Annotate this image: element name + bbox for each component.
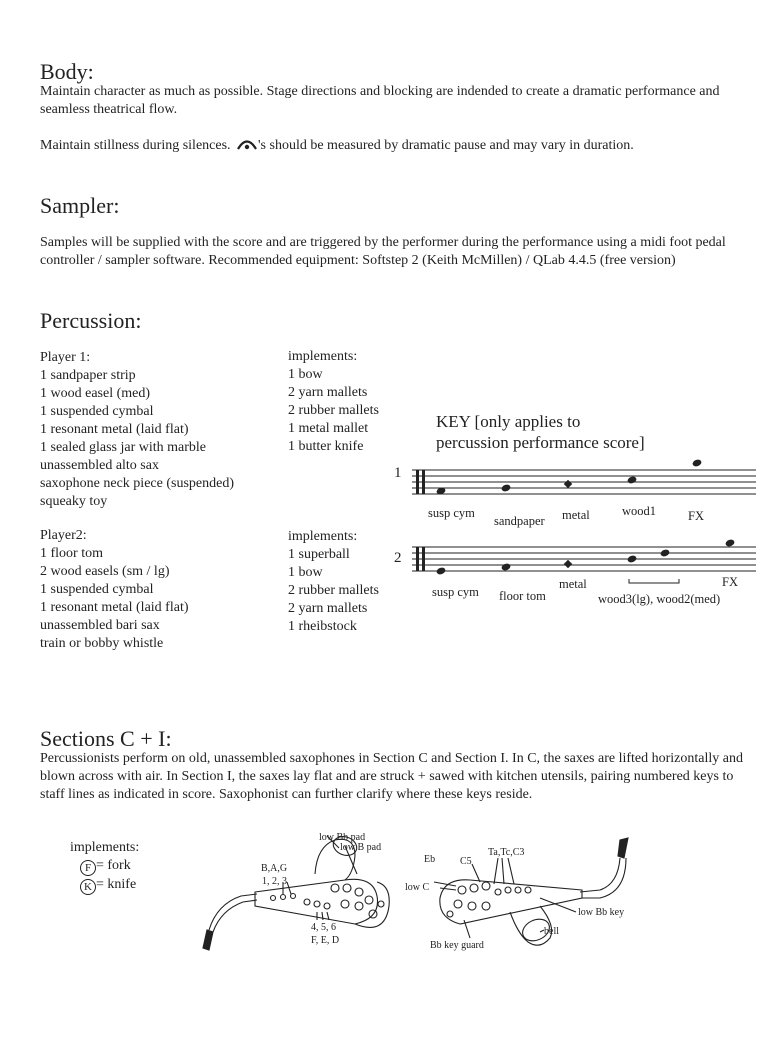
implements1-title: implements: bbox=[288, 349, 358, 364]
sax-label: Ta,Tc,C3 bbox=[488, 847, 525, 858]
fork-circle-icon: F bbox=[80, 860, 96, 876]
implements1-list bbox=[288, 348, 379, 456]
list-item: 1 bow bbox=[288, 565, 323, 580]
list-item: 2 wood easels (sm / lg) bbox=[40, 564, 170, 579]
staff1-notes bbox=[436, 458, 703, 495]
list-item: saxophone neck piece (suspended) bbox=[40, 476, 234, 491]
key-title bbox=[436, 411, 645, 453]
key-label: wood1 bbox=[622, 504, 657, 518]
sections-heading: Sections C + I: bbox=[40, 726, 172, 751]
fork-text: = fork bbox=[96, 858, 131, 873]
player2-list bbox=[40, 527, 189, 653]
list-item: 1 metal mallet bbox=[288, 421, 369, 436]
list-item: 1 superball bbox=[288, 547, 350, 562]
note-susp-cym bbox=[436, 566, 447, 575]
player1-title: Player 1: bbox=[40, 350, 91, 365]
note-sandpaper bbox=[501, 483, 512, 492]
percussion-key-staff bbox=[390, 455, 760, 615]
list-item: squeaky toy bbox=[40, 494, 108, 509]
sax-label: Eb bbox=[424, 854, 436, 865]
key-title-line-2: percussion performance score] bbox=[436, 433, 645, 452]
key-label: FX bbox=[722, 575, 738, 589]
sampler-paragraph: Samples will be supplied with the score and are triggered by the performer during the performance using a midi foot pedal controller / sampler software. Recommended equipment: Softstep 2 (Keith McMillen) / QLab 4.4.5 (free version) bbox=[40, 235, 726, 268]
list-item: 1 resonant metal (laid flat) bbox=[40, 600, 189, 615]
implements2-title: implements: bbox=[288, 529, 358, 544]
list-item: 1 butter knife bbox=[288, 439, 364, 454]
list-item: unassembled alto sax bbox=[40, 458, 159, 473]
sax-label: low B pad bbox=[340, 842, 382, 853]
bari-sax-diagram bbox=[400, 834, 640, 959]
sampler-heading: Sampler: bbox=[40, 193, 120, 218]
list-item: 2 rubber mallets bbox=[288, 403, 379, 418]
staff1-number: 1 bbox=[394, 465, 402, 481]
sax-implements bbox=[70, 839, 139, 895]
list-item: 1 wood easel (med) bbox=[40, 386, 151, 401]
sax-label: 1, 2, 3 bbox=[262, 876, 287, 887]
list-item: 1 sandpaper strip bbox=[40, 368, 136, 383]
staff2-number: 2 bbox=[394, 550, 402, 566]
alto-sax-diagram bbox=[195, 826, 405, 956]
list-item: 2 rubber mallets bbox=[288, 583, 379, 598]
list-item: 2 yarn mallets bbox=[288, 601, 368, 616]
sax-implements-title: implements: bbox=[70, 840, 140, 855]
key-label: susp cym bbox=[432, 585, 479, 599]
list-item: 1 resonant metal (laid flat) bbox=[40, 422, 189, 437]
list-item: 1 rheibstock bbox=[288, 619, 357, 634]
key-label: metal bbox=[562, 508, 590, 522]
list-item: 1 floor tom bbox=[40, 546, 103, 561]
key-title-line-1: KEY [only applies to bbox=[436, 412, 581, 431]
player1-list bbox=[40, 349, 234, 511]
sax-label: low C bbox=[405, 882, 430, 893]
sax-label: bell bbox=[544, 926, 559, 937]
list-item: 1 suspended cymbal bbox=[40, 404, 154, 419]
key-label: metal bbox=[559, 577, 587, 591]
key-label: sandpaper bbox=[494, 514, 545, 528]
note-wood1 bbox=[627, 475, 638, 484]
sax-label: low Bb pad bbox=[319, 832, 366, 843]
list-item: 1 suspended cymbal bbox=[40, 582, 154, 597]
body-paragraph-2-end: 's should be measured by dramatic pause and may vary in duration. bbox=[258, 138, 634, 153]
list-item: 2 yarn mallets bbox=[288, 385, 368, 400]
note-fx bbox=[692, 458, 703, 467]
sections-paragraph: Percussionists perform on old, unassembled saxophones in Section C and Section I. In C, the saxes are lifted horizontally and blown across with air. In Section I, the saxes lay flat and are struck + sawed with kitchen utensils, pairing numbered keys to staff lines as indicated in score. Saxophonist can further clarify where these keys reside. bbox=[40, 751, 743, 802]
body-heading: Body: bbox=[40, 59, 94, 84]
bari-sax-icon bbox=[434, 838, 628, 945]
note-floor-tom bbox=[501, 562, 512, 571]
staff1-lines bbox=[412, 470, 756, 494]
body-paragraph-2-start: Maintain stillness during silences. bbox=[40, 138, 231, 153]
note-wood3 bbox=[627, 554, 638, 563]
staff2-notes bbox=[436, 538, 736, 575]
knife-circle-icon: K bbox=[80, 879, 96, 895]
sax-label: low Bb key bbox=[578, 907, 625, 918]
knife-legend bbox=[80, 876, 139, 895]
sax-label: F, E, D bbox=[311, 935, 340, 946]
key-label: FX bbox=[688, 509, 704, 523]
sax-label: C5 bbox=[460, 856, 472, 867]
fork-legend bbox=[80, 857, 139, 876]
wood-bracket bbox=[629, 579, 679, 583]
key-label: susp cym bbox=[428, 506, 475, 520]
note-metal bbox=[564, 480, 572, 488]
fermata-icon bbox=[236, 137, 258, 151]
knife-text: = knife bbox=[96, 877, 137, 892]
list-item: 1 sealed glass jar with marble bbox=[40, 440, 207, 455]
body-paragraph-2 bbox=[40, 137, 752, 155]
list-item: 1 bow bbox=[288, 367, 323, 382]
body-paragraph-1: Maintain character as much as possible. Stage directions and blocking are indended to create a dramatic performance and seamless theatrical flow. bbox=[40, 84, 720, 117]
player2-title: Player2: bbox=[40, 528, 87, 543]
implements2-list bbox=[288, 528, 379, 636]
key-label: floor tom bbox=[499, 589, 546, 603]
sax-label: 4, 5, 6 bbox=[311, 922, 336, 933]
list-item: unassembled bari sax bbox=[40, 618, 160, 633]
sax-label: B,A,G bbox=[261, 863, 288, 874]
note-metal bbox=[564, 560, 572, 568]
staff2-lines bbox=[412, 547, 756, 571]
note-wood2 bbox=[660, 548, 671, 557]
key-label: wood3(lg), wood2(med) bbox=[598, 592, 721, 606]
sax-label: Bb key guard bbox=[430, 940, 484, 951]
percussion-heading: Percussion: bbox=[40, 308, 142, 333]
note-fx bbox=[725, 538, 736, 547]
list-item: train or bobby whistle bbox=[40, 636, 164, 651]
